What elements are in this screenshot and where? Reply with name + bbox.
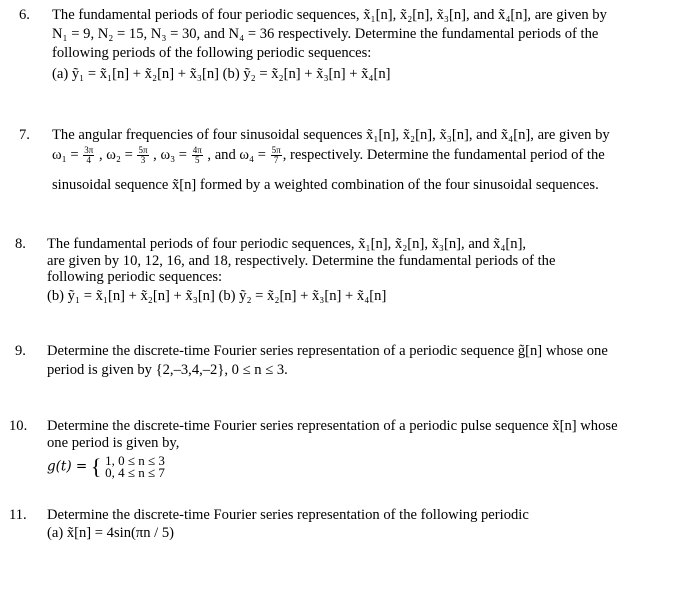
problem-7-line-2-tail: , respectively. Determine the fundamental period of the — [282, 146, 605, 163]
omega-2-label: , ω₂ = — [98, 146, 133, 163]
problem-8-line-4: (b) ỹ₁ = x̃₁[n] + x̃₂[n] + x̃₃[n] (b) ỹ₂ = x̃₂[n] + x̃₃[n] + x̃₄[n] — [47, 288, 387, 304]
problem-9-number: 9. — [15, 343, 26, 359]
problem-6-line-4: (a) ỹ₁ = x̃₁[n] + x̃₂[n] + x̃₃[n] (b) ỹ₂ = x̃₂[n] + x̃₃[n] + x̃₄[n] — [52, 66, 391, 82]
problem-7-line-1: The angular frequencies of four sinusoidal sequences x̃₁[n], x̃₂[n], x̃₃[n], and x̃₄[n], are given by — [52, 127, 610, 143]
problem-7-line-2 — [52, 146, 605, 165]
problem-11-number: 11. — [9, 507, 27, 523]
problem-10-line-2: one period is given by, — [47, 435, 180, 451]
problem-10-number: 10. — [9, 418, 28, 434]
piecewise-cases — [105, 455, 165, 479]
omega-4-fraction: $\frac{5\pi}{7}$ — [271, 145, 281, 165]
piecewise-lhs: g(t) = — [47, 458, 88, 475]
problem-6-number: 6. — [19, 7, 30, 23]
problem-8-line-1: The fundamental periods of four periodic sequences, x̃₁[n], x̃₂[n], x̃₃[n], and x̃₄[n], — [47, 236, 527, 252]
piecewise-case-1: 1, 0 ≤ n ≤ 3 — [105, 453, 165, 468]
problem-6-line-1: The fundamental periods of four periodic sequences, x̃₁[n], x̃₂[n], x̃₃[n], and x̃₄[n], are given by — [52, 7, 607, 23]
omega-3-fraction: $\frac{4\pi}{5}$ — [192, 145, 202, 165]
left-brace-icon: { — [90, 454, 102, 479]
problem-9-line-1: Determine the discrete-time Fourier series representation of a periodic sequence g̃[n] whose one — [47, 343, 608, 359]
piecewise-definition — [47, 452, 165, 482]
problem-6-line-3: following periods of the following periodic sequences: — [52, 45, 372, 61]
problem-8-number: 8. — [15, 236, 26, 252]
problem-9-line-2: period is given by {2,–3,4,–2}, 0 ≤ n ≤ 3. — [47, 362, 288, 378]
problem-11-line-2: (a) x̃[n] = 4sin(πn / 5) — [47, 525, 175, 541]
problem-7-number: 7. — [19, 127, 30, 143]
problem-6-line-2: N₁ = 9, N₂ = 15, N₃ = 30, and N₄ = 36 respectively. Determine the fundamental periods of the — [52, 26, 599, 42]
problem-10-line-1: Determine the discrete-time Fourier series representation of a periodic pulse sequence x̃[n] whose — [47, 418, 618, 434]
omega-3-label: , ω₃ = — [153, 146, 188, 163]
piecewise-case-2: 0, 4 ≤ n ≤ 7 — [105, 465, 165, 480]
omega-2-fraction: $\frac{5\pi}{3}$ — [138, 145, 148, 165]
problem-11-line-1: Determine the discrete-time Fourier series representation of the following periodic — [47, 507, 529, 523]
problem-7-line-3: sinusoidal sequence x̃[n] formed by a weighted combination of the four sinusoidal sequences. — [52, 177, 599, 193]
omega-4-label: , and ω₄ = — [207, 146, 266, 163]
omega-1-label: ω₁ = — [52, 146, 79, 163]
omega-1-fraction: $\frac{3\pi}{4}$ — [84, 145, 94, 165]
problem-8-line-3: following periodic sequences: — [47, 269, 223, 285]
problem-8-line-2: are given by 10, 12, 16, and 18, respectively. Determine the fundamental periods of the — [47, 253, 556, 269]
